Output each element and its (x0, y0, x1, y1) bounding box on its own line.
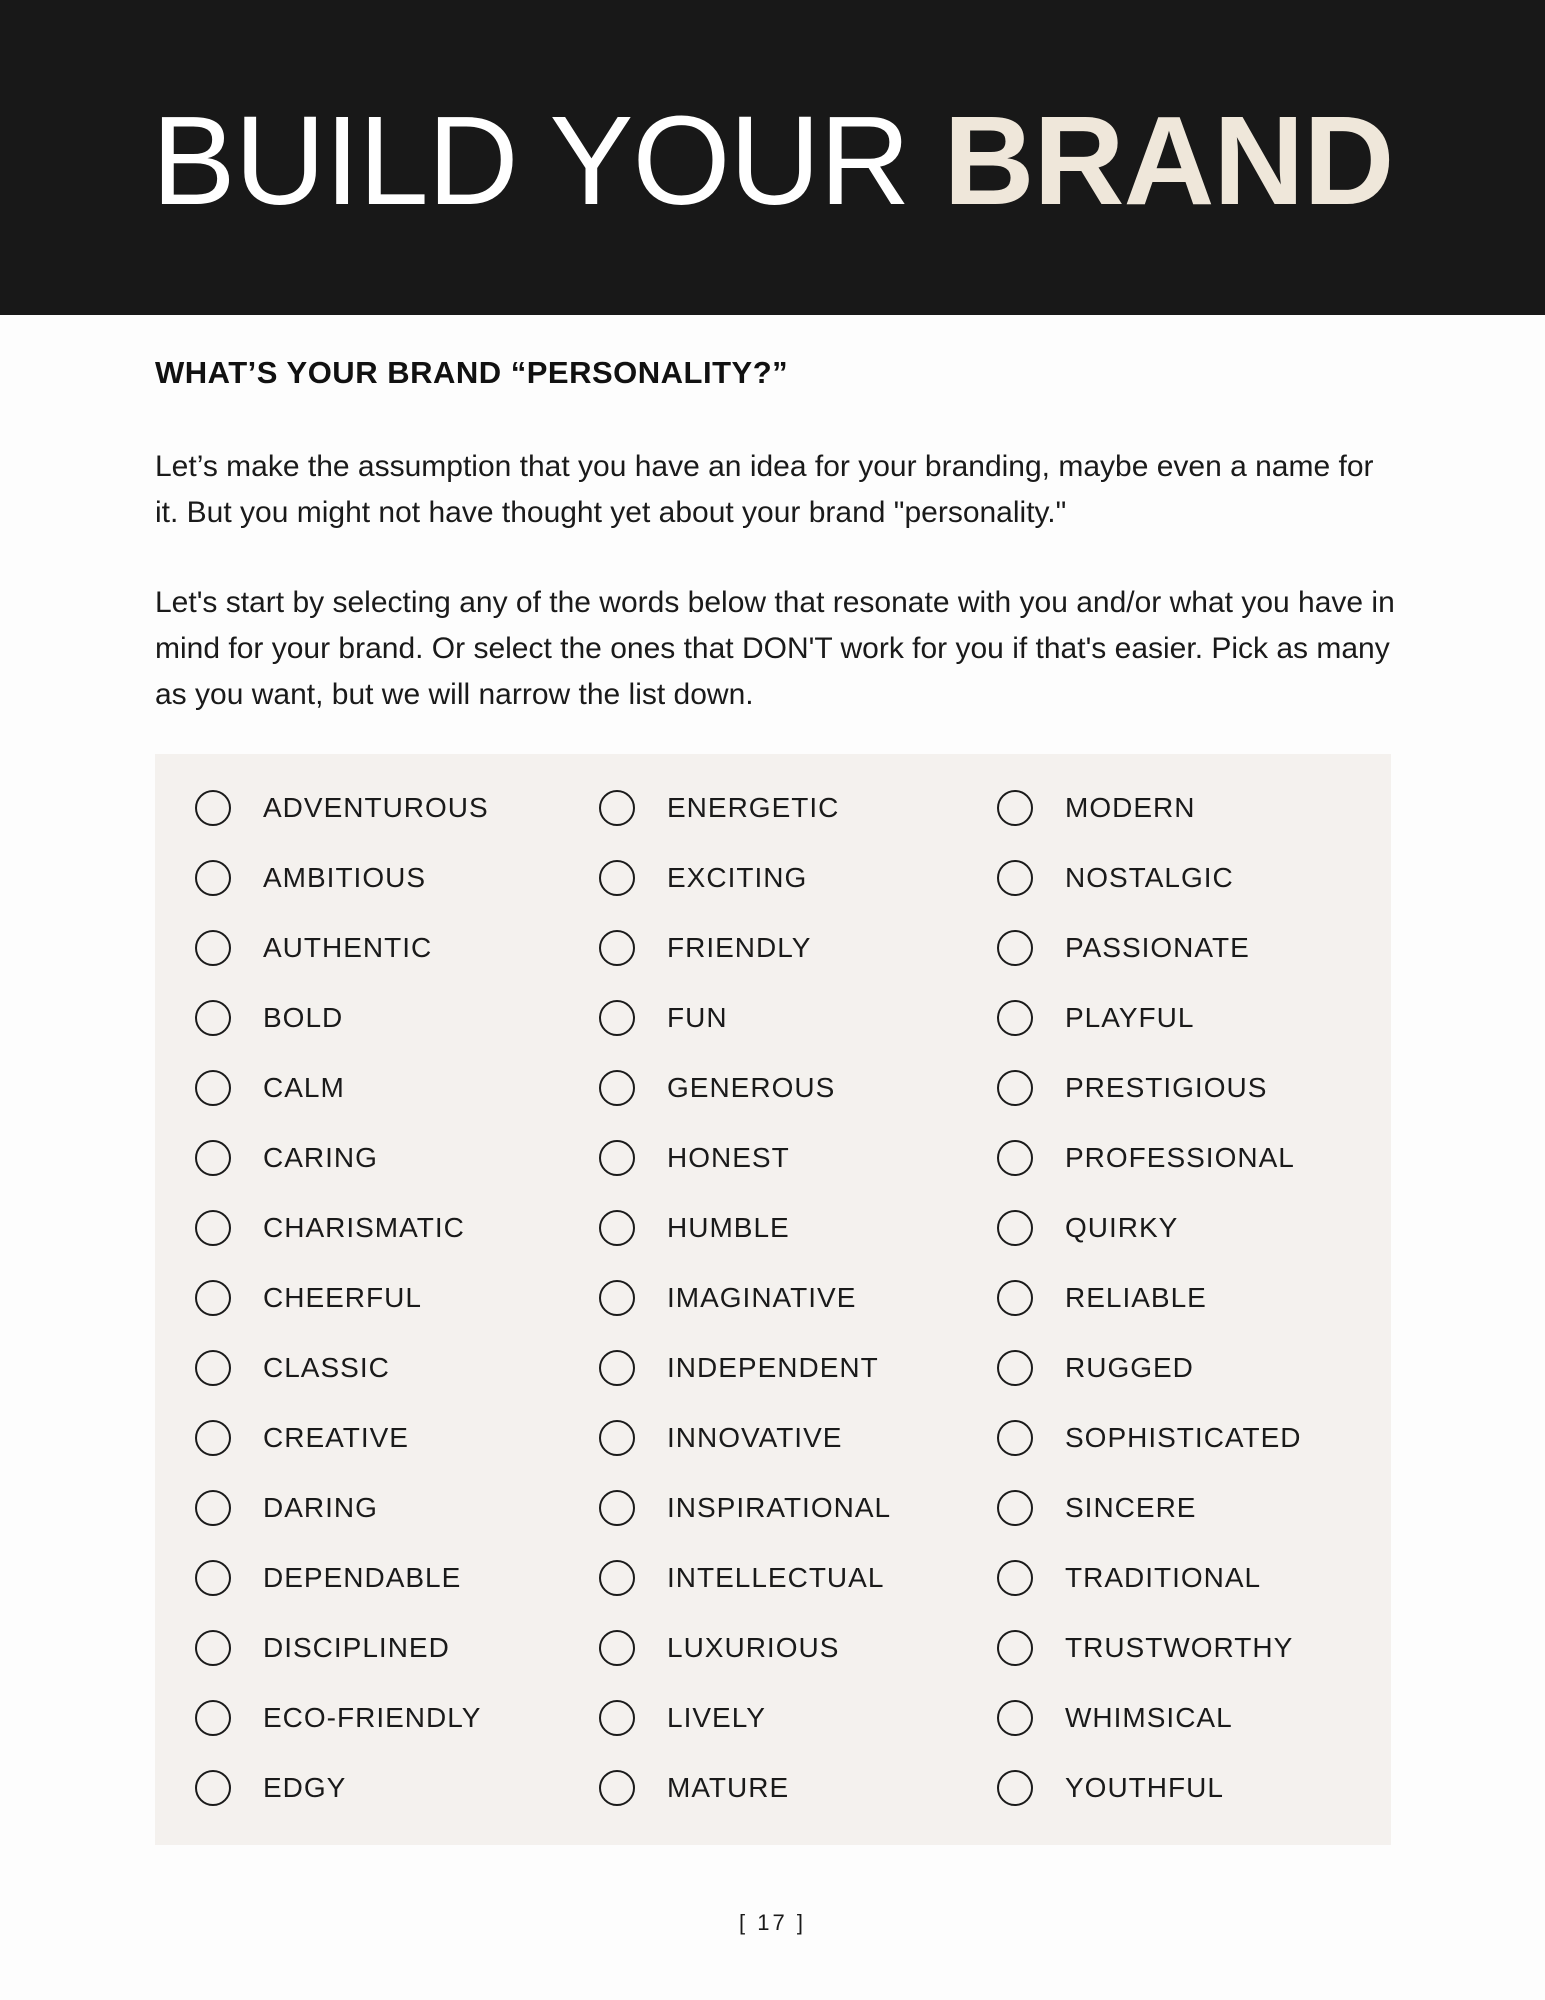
radio-circle-icon[interactable] (195, 1140, 231, 1176)
word-option[interactable] (195, 788, 489, 828)
radio-circle-icon[interactable] (997, 1630, 1033, 1666)
radio-circle-icon[interactable] (195, 1700, 231, 1736)
word-option-label: WHIMSICAL (1065, 1702, 1233, 1733)
word-option[interactable] (599, 1418, 842, 1458)
word-option[interactable] (997, 1768, 1224, 1808)
instructions-paragraph: Let's start by selecting any of the words below that resonate with you and/or what you have in mind for your brand. Or select the ones that DON'T work for you if that's easier. Pick as many as you want, but we will narrow the list down. (155, 586, 1395, 711)
word-option-label: PASSIONATE (1065, 932, 1250, 963)
radio-circle-icon[interactable] (997, 790, 1033, 826)
word-option[interactable] (997, 788, 1195, 828)
radio-circle-icon[interactable] (997, 1280, 1033, 1316)
word-option-label: ECO-FRIENDLY (263, 1702, 482, 1733)
word-option[interactable] (997, 858, 1234, 898)
word-option-label: ENERGETIC (667, 792, 840, 823)
word-option[interactable] (195, 1278, 422, 1318)
radio-circle-icon[interactable] (195, 1070, 231, 1106)
word-option-label: RELIABLE (1065, 1282, 1207, 1313)
word-option-label: HUMBLE (667, 1212, 790, 1243)
radio-circle-icon[interactable] (997, 1770, 1033, 1806)
word-option-label: CLASSIC (263, 1352, 390, 1383)
word-option[interactable] (997, 1278, 1207, 1318)
section-heading: WHAT’S YOUR BRAND “PERSONALITY?” (155, 355, 789, 390)
word-option[interactable] (997, 1488, 1196, 1528)
radio-circle-icon[interactable] (195, 1630, 231, 1666)
radio-circle-icon[interactable] (599, 1770, 635, 1806)
radio-circle-icon[interactable] (997, 930, 1033, 966)
word-option[interactable] (599, 1488, 891, 1528)
title-light: BUILD YOUR (151, 90, 910, 231)
word-option-label: CREATIVE (263, 1422, 409, 1453)
word-option-label: AUTHENTIC (263, 932, 433, 963)
word-option-label: CHARISMATIC (263, 1212, 465, 1243)
word-option[interactable] (195, 928, 432, 968)
word-option-label: INTELLECTUAL (667, 1562, 885, 1593)
word-option-label: EXCITING (667, 862, 808, 893)
word-option[interactable] (997, 998, 1194, 1038)
radio-circle-icon[interactable] (195, 1560, 231, 1596)
radio-circle-icon[interactable] (997, 1070, 1033, 1106)
word-option-label: INSPIRATIONAL (667, 1492, 892, 1523)
word-option-label: SINCERE (1065, 1492, 1197, 1523)
radio-circle-icon[interactable] (997, 1140, 1033, 1176)
radio-circle-icon[interactable] (599, 1700, 635, 1736)
radio-circle-icon[interactable] (195, 1210, 231, 1246)
word-option[interactable] (599, 858, 807, 898)
radio-circle-icon[interactable] (195, 1490, 231, 1526)
radio-circle-icon[interactable] (599, 1420, 635, 1456)
word-option-label: FRIENDLY (667, 932, 812, 963)
word-option[interactable] (997, 1208, 1178, 1248)
word-option[interactable] (599, 1068, 835, 1108)
word-option[interactable] (599, 1768, 789, 1808)
word-option-label: LUXURIOUS (667, 1632, 840, 1663)
word-option[interactable] (195, 1208, 465, 1248)
radio-circle-icon[interactable] (997, 1490, 1033, 1526)
word-option-label: HONEST (667, 1142, 790, 1173)
title-bold: BRAND (943, 90, 1394, 231)
radio-circle-icon[interactable] (997, 1350, 1033, 1386)
word-option[interactable] (195, 1138, 378, 1178)
word-option-label: LIVELY (667, 1702, 766, 1733)
radio-circle-icon[interactable] (599, 1210, 635, 1246)
word-option[interactable] (599, 1558, 884, 1598)
word-option-label: CHEERFUL (263, 1282, 422, 1313)
word-option[interactable] (599, 998, 728, 1038)
radio-circle-icon[interactable] (997, 1210, 1033, 1246)
word-option[interactable] (599, 1698, 766, 1738)
word-option[interactable] (997, 1138, 1295, 1178)
word-option-label: PLAYFUL (1065, 1002, 1195, 1033)
word-option[interactable] (599, 1628, 839, 1668)
intro-paragraph: Let’s make the assumption that you have an idea for your branding, maybe even a name for it. But you might not have thought yet about your brand "personality." (155, 450, 1374, 529)
radio-circle-icon[interactable] (997, 1700, 1033, 1736)
page-title (0, 90, 1545, 231)
radio-circle-icon[interactable] (599, 930, 635, 966)
radio-circle-icon[interactable] (195, 1420, 231, 1456)
word-option-label: FUN (667, 1002, 728, 1033)
radio-circle-icon[interactable] (599, 1140, 635, 1176)
word-option-label: DARING (263, 1492, 378, 1523)
radio-circle-icon[interactable] (195, 930, 231, 966)
word-option-label: ADVENTUROUS (263, 792, 489, 823)
radio-circle-icon[interactable] (599, 1000, 635, 1036)
word-option-label: DISCIPLINED (263, 1632, 450, 1663)
word-option[interactable] (195, 1488, 378, 1528)
word-option[interactable] (195, 1628, 450, 1668)
word-option[interactable] (195, 1558, 461, 1598)
radio-circle-icon[interactable] (195, 1770, 231, 1806)
word-selection-panel (155, 754, 1391, 1845)
word-option-label: CARING (263, 1142, 378, 1173)
radio-circle-icon[interactable] (997, 860, 1033, 896)
radio-circle-icon[interactable] (997, 1560, 1033, 1596)
word-option-label: PROFESSIONAL (1065, 1142, 1295, 1173)
radio-circle-icon[interactable] (599, 1350, 635, 1386)
word-option-label: MATURE (667, 1772, 790, 1803)
word-option[interactable] (599, 1208, 790, 1248)
page-number: [ 17 ] (739, 1910, 806, 1935)
word-option-label: RUGGED (1065, 1352, 1194, 1383)
word-option-label: TRADITIONAL (1065, 1562, 1262, 1593)
word-option-label: IMAGINATIVE (667, 1282, 857, 1313)
word-option-label: INDEPENDENT (667, 1352, 879, 1383)
page-header (0, 0, 1545, 315)
word-option[interactable] (195, 858, 426, 898)
word-option-label: PRESTIGIOUS (1065, 1072, 1268, 1103)
word-option-label: GENEROUS (667, 1072, 836, 1103)
radio-circle-icon[interactable] (195, 1350, 231, 1386)
radio-circle-icon[interactable] (195, 790, 231, 826)
radio-circle-icon[interactable] (599, 1560, 635, 1596)
word-option[interactable] (997, 1068, 1267, 1108)
word-option[interactable] (599, 788, 839, 828)
word-option[interactable] (195, 1768, 346, 1808)
radio-circle-icon[interactable] (997, 1000, 1033, 1036)
word-option-label: MODERN (1065, 792, 1196, 823)
radio-circle-icon[interactable] (599, 1280, 635, 1316)
word-option-label: EDGY (263, 1772, 347, 1803)
word-option[interactable] (599, 1348, 879, 1388)
radio-circle-icon[interactable] (195, 1000, 231, 1036)
radio-circle-icon[interactable] (195, 1280, 231, 1316)
radio-circle-icon[interactable] (599, 1630, 635, 1666)
word-option[interactable] (599, 928, 811, 968)
word-option[interactable] (599, 1278, 856, 1318)
word-option-label: NOSTALGIC (1065, 862, 1234, 893)
word-option[interactable] (195, 998, 343, 1038)
word-option-label: INNOVATIVE (667, 1422, 843, 1453)
radio-circle-icon[interactable] (195, 860, 231, 896)
word-option-label: SOPHISTICATED (1065, 1422, 1302, 1453)
word-option[interactable] (195, 1698, 481, 1738)
word-option-label: DEPENDABLE (263, 1562, 462, 1593)
word-option-label: BOLD (263, 1002, 344, 1033)
word-option[interactable] (195, 1348, 390, 1388)
word-option-label: CALM (263, 1072, 345, 1103)
word-option[interactable] (997, 1558, 1261, 1598)
word-option[interactable] (997, 928, 1250, 968)
word-option[interactable] (195, 1418, 409, 1458)
radio-circle-icon[interactable] (599, 860, 635, 896)
radio-circle-icon[interactable] (997, 1420, 1033, 1456)
word-option[interactable] (195, 1068, 345, 1108)
word-option[interactable] (997, 1348, 1194, 1388)
radio-circle-icon[interactable] (599, 790, 635, 826)
radio-circle-icon[interactable] (599, 1070, 635, 1106)
word-option[interactable] (997, 1418, 1302, 1458)
word-option-label: AMBITIOUS (263, 862, 427, 893)
word-option[interactable] (997, 1698, 1233, 1738)
word-option-label: TRUSTWORTHY (1065, 1632, 1294, 1663)
word-option[interactable] (997, 1628, 1293, 1668)
radio-circle-icon[interactable] (599, 1490, 635, 1526)
word-option-label: QUIRKY (1065, 1212, 1179, 1243)
word-option-label: YOUTHFUL (1065, 1772, 1224, 1803)
word-option[interactable] (599, 1138, 790, 1178)
